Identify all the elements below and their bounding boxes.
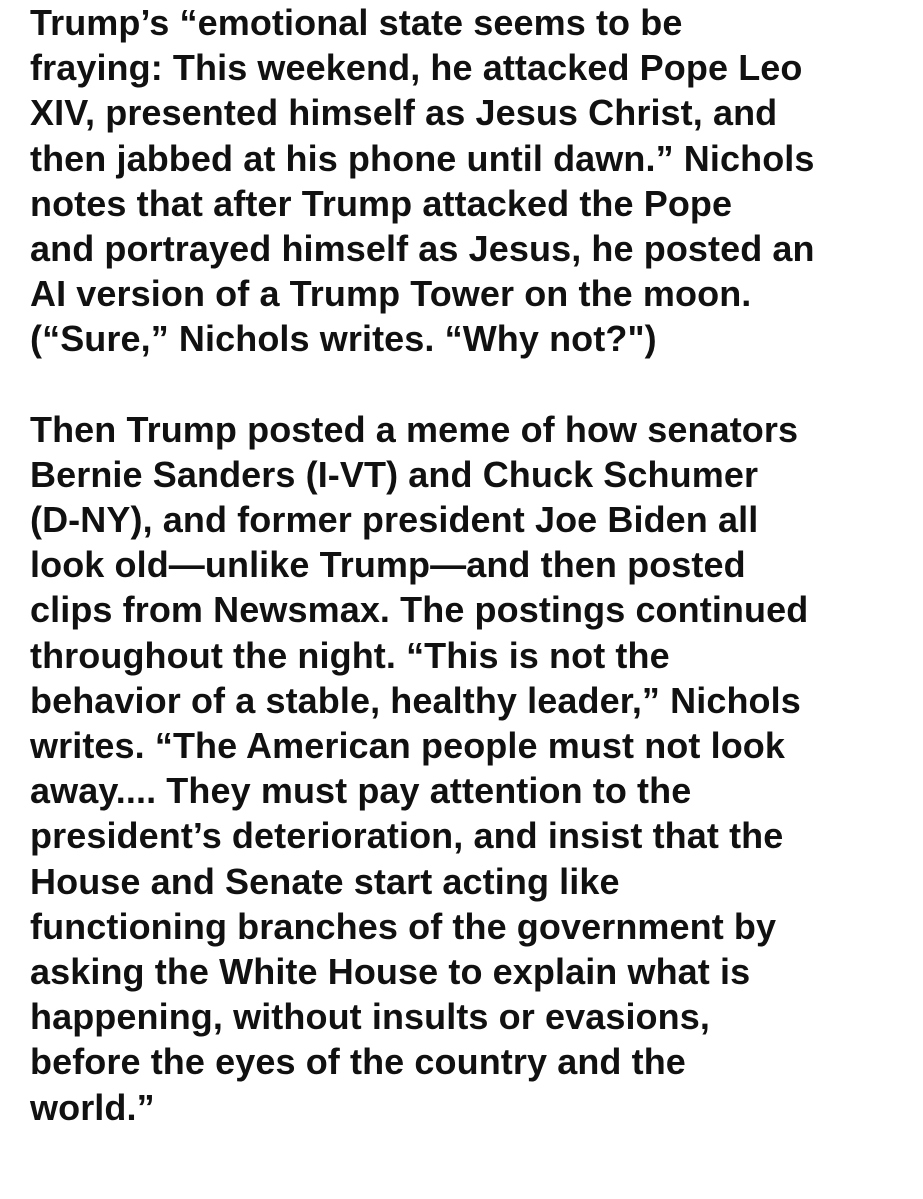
text-line: House and Senate start acting like — [30, 860, 620, 902]
text-line: asking the White House to explain what is — [30, 950, 751, 992]
text-line: happening, without insults or evasions, — [30, 996, 710, 1038]
text-line: throughout the night. “This is not the — [30, 634, 670, 676]
text-line: functioning branches of the government by — [30, 905, 777, 947]
paragraph-2 — [30, 407, 910, 1130]
text-line: AI version of a Trump Tower on the moon. — [30, 273, 752, 315]
paragraph-spacer — [30, 362, 910, 407]
text-line: writes. “The American people must not look — [30, 725, 785, 766]
text-line: and portrayed himself as Jesus, he posted an — [30, 227, 815, 269]
text-line: notes that after Trump attacked the Pope — [30, 182, 733, 224]
text-line: away.... They must pay attention to the — [30, 770, 692, 812]
text-line: president’s deterioration, and insist that the — [30, 815, 784, 857]
text-line: (D-NY), and former president Joe Biden all — [30, 499, 759, 541]
text-line: XIV, presented himself as Jesus Christ, and — [30, 92, 778, 134]
text-line: Then Trump posted a meme of how senators — [30, 408, 799, 450]
paragraph-1 — [30, 0, 910, 362]
text-line: before the eyes of the country and the — [30, 1041, 686, 1083]
text-line: Trump’s “emotional state seems to be — [30, 2, 683, 43]
text-line: Bernie Sanders (I-VT) and Chuck Schumer — [30, 453, 759, 495]
text-line: behavior of a stable, healthy leader,” Nichols — [30, 679, 801, 721]
text-line: world.” — [30, 1086, 155, 1128]
text-line: fraying: This weekend, he attacked Pope Leo — [30, 47, 803, 89]
text-line: look old—unlike Trump—and then posted — [30, 544, 746, 586]
text-line: (“Sure,” Nichols writes. “Why not?") — [30, 318, 657, 360]
text-line: then jabbed at his phone until dawn.” Nichols — [30, 137, 815, 179]
text-line: clips from Newsmax. The postings continued — [30, 589, 809, 631]
note-body — [30, 0, 910, 1130]
